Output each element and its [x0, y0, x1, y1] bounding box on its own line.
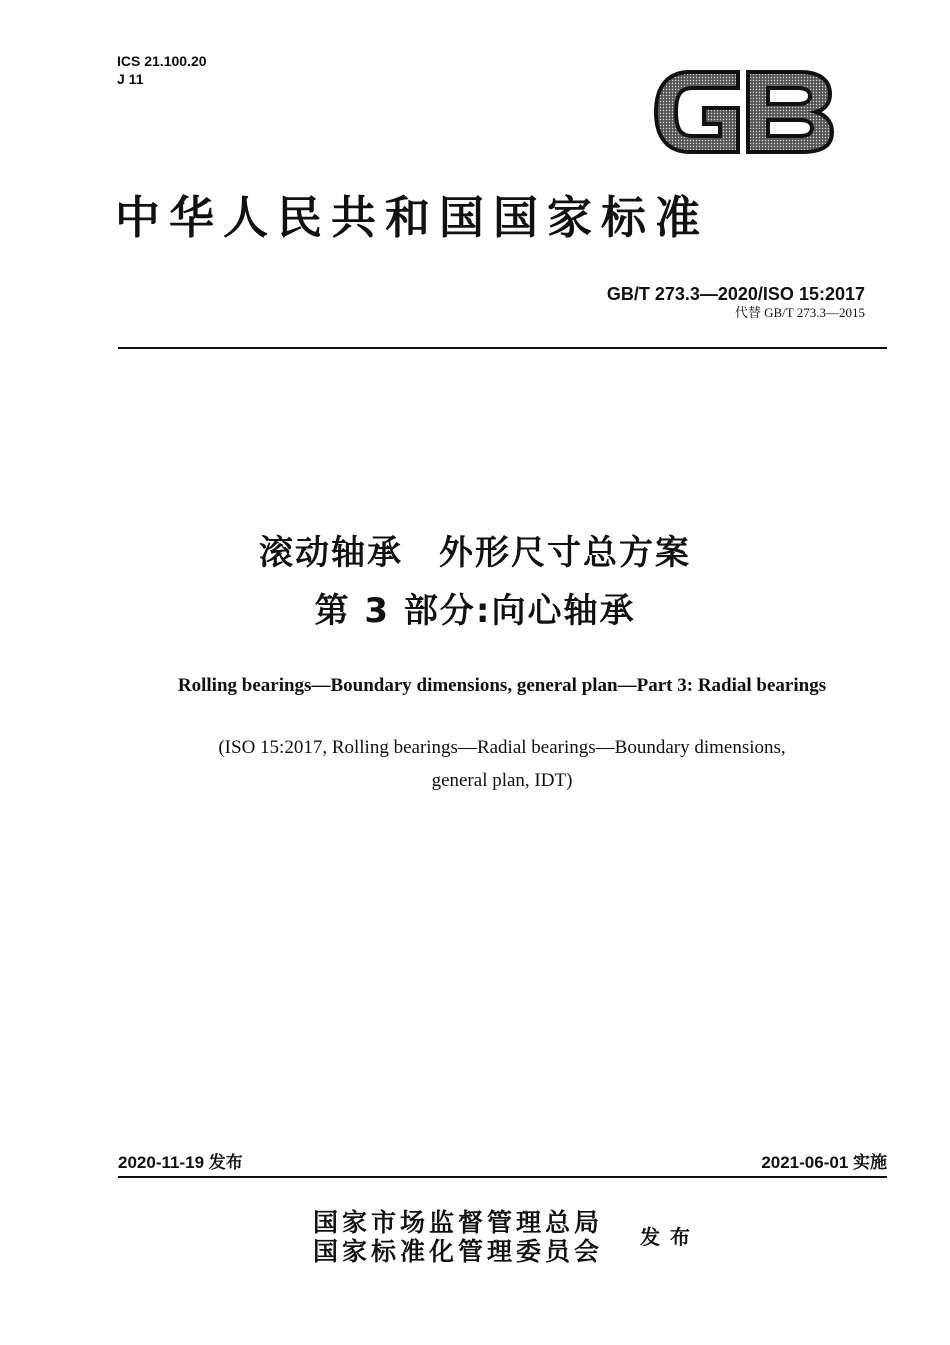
chinese-title-line2: 第 3 部分:向心轴承: [314, 591, 636, 631]
top-rule: [118, 347, 887, 349]
gb-logo: [650, 64, 838, 160]
standard-number: GB/T 273.3—2020/ISO 15:2017: [606, 284, 865, 304]
iso-reference-line2: general plan, IDT): [431, 770, 573, 791]
chinese-title-line1: 滚动轴承 外形尺寸总方案: [259, 533, 691, 573]
logo-text: GB: [650, 64, 652, 65]
english-title: Rolling bearings—Boundary dimensions, general plan—Part 3: Radial bearings: [177, 675, 827, 696]
issue-label: 发布: [640, 1225, 700, 1249]
implementation-date: 2021-06-01 实施: [761, 1153, 887, 1172]
issuer-samr: 国家市场监督管理总局: [313, 1208, 604, 1237]
issuer-sac: 国家标准化管理委员会: [313, 1237, 604, 1266]
ccs-code: J 11: [117, 71, 144, 87]
replaces-standard: 代替 GB/T 273.3—2015: [734, 305, 865, 320]
bottom-rule: [118, 1176, 887, 1178]
issue-date: 2020-11-19 发布: [118, 1153, 243, 1172]
ics-code: ICS 21.100.20: [117, 53, 207, 69]
classification-codes: [117, 52, 207, 88]
national-standard-title: 中华人民共和国国家标准: [115, 191, 710, 244]
iso-reference-line1: (ISO 15:2017, Rolling bearings—Radial bearings—Boundary dimensions,: [218, 737, 786, 758]
